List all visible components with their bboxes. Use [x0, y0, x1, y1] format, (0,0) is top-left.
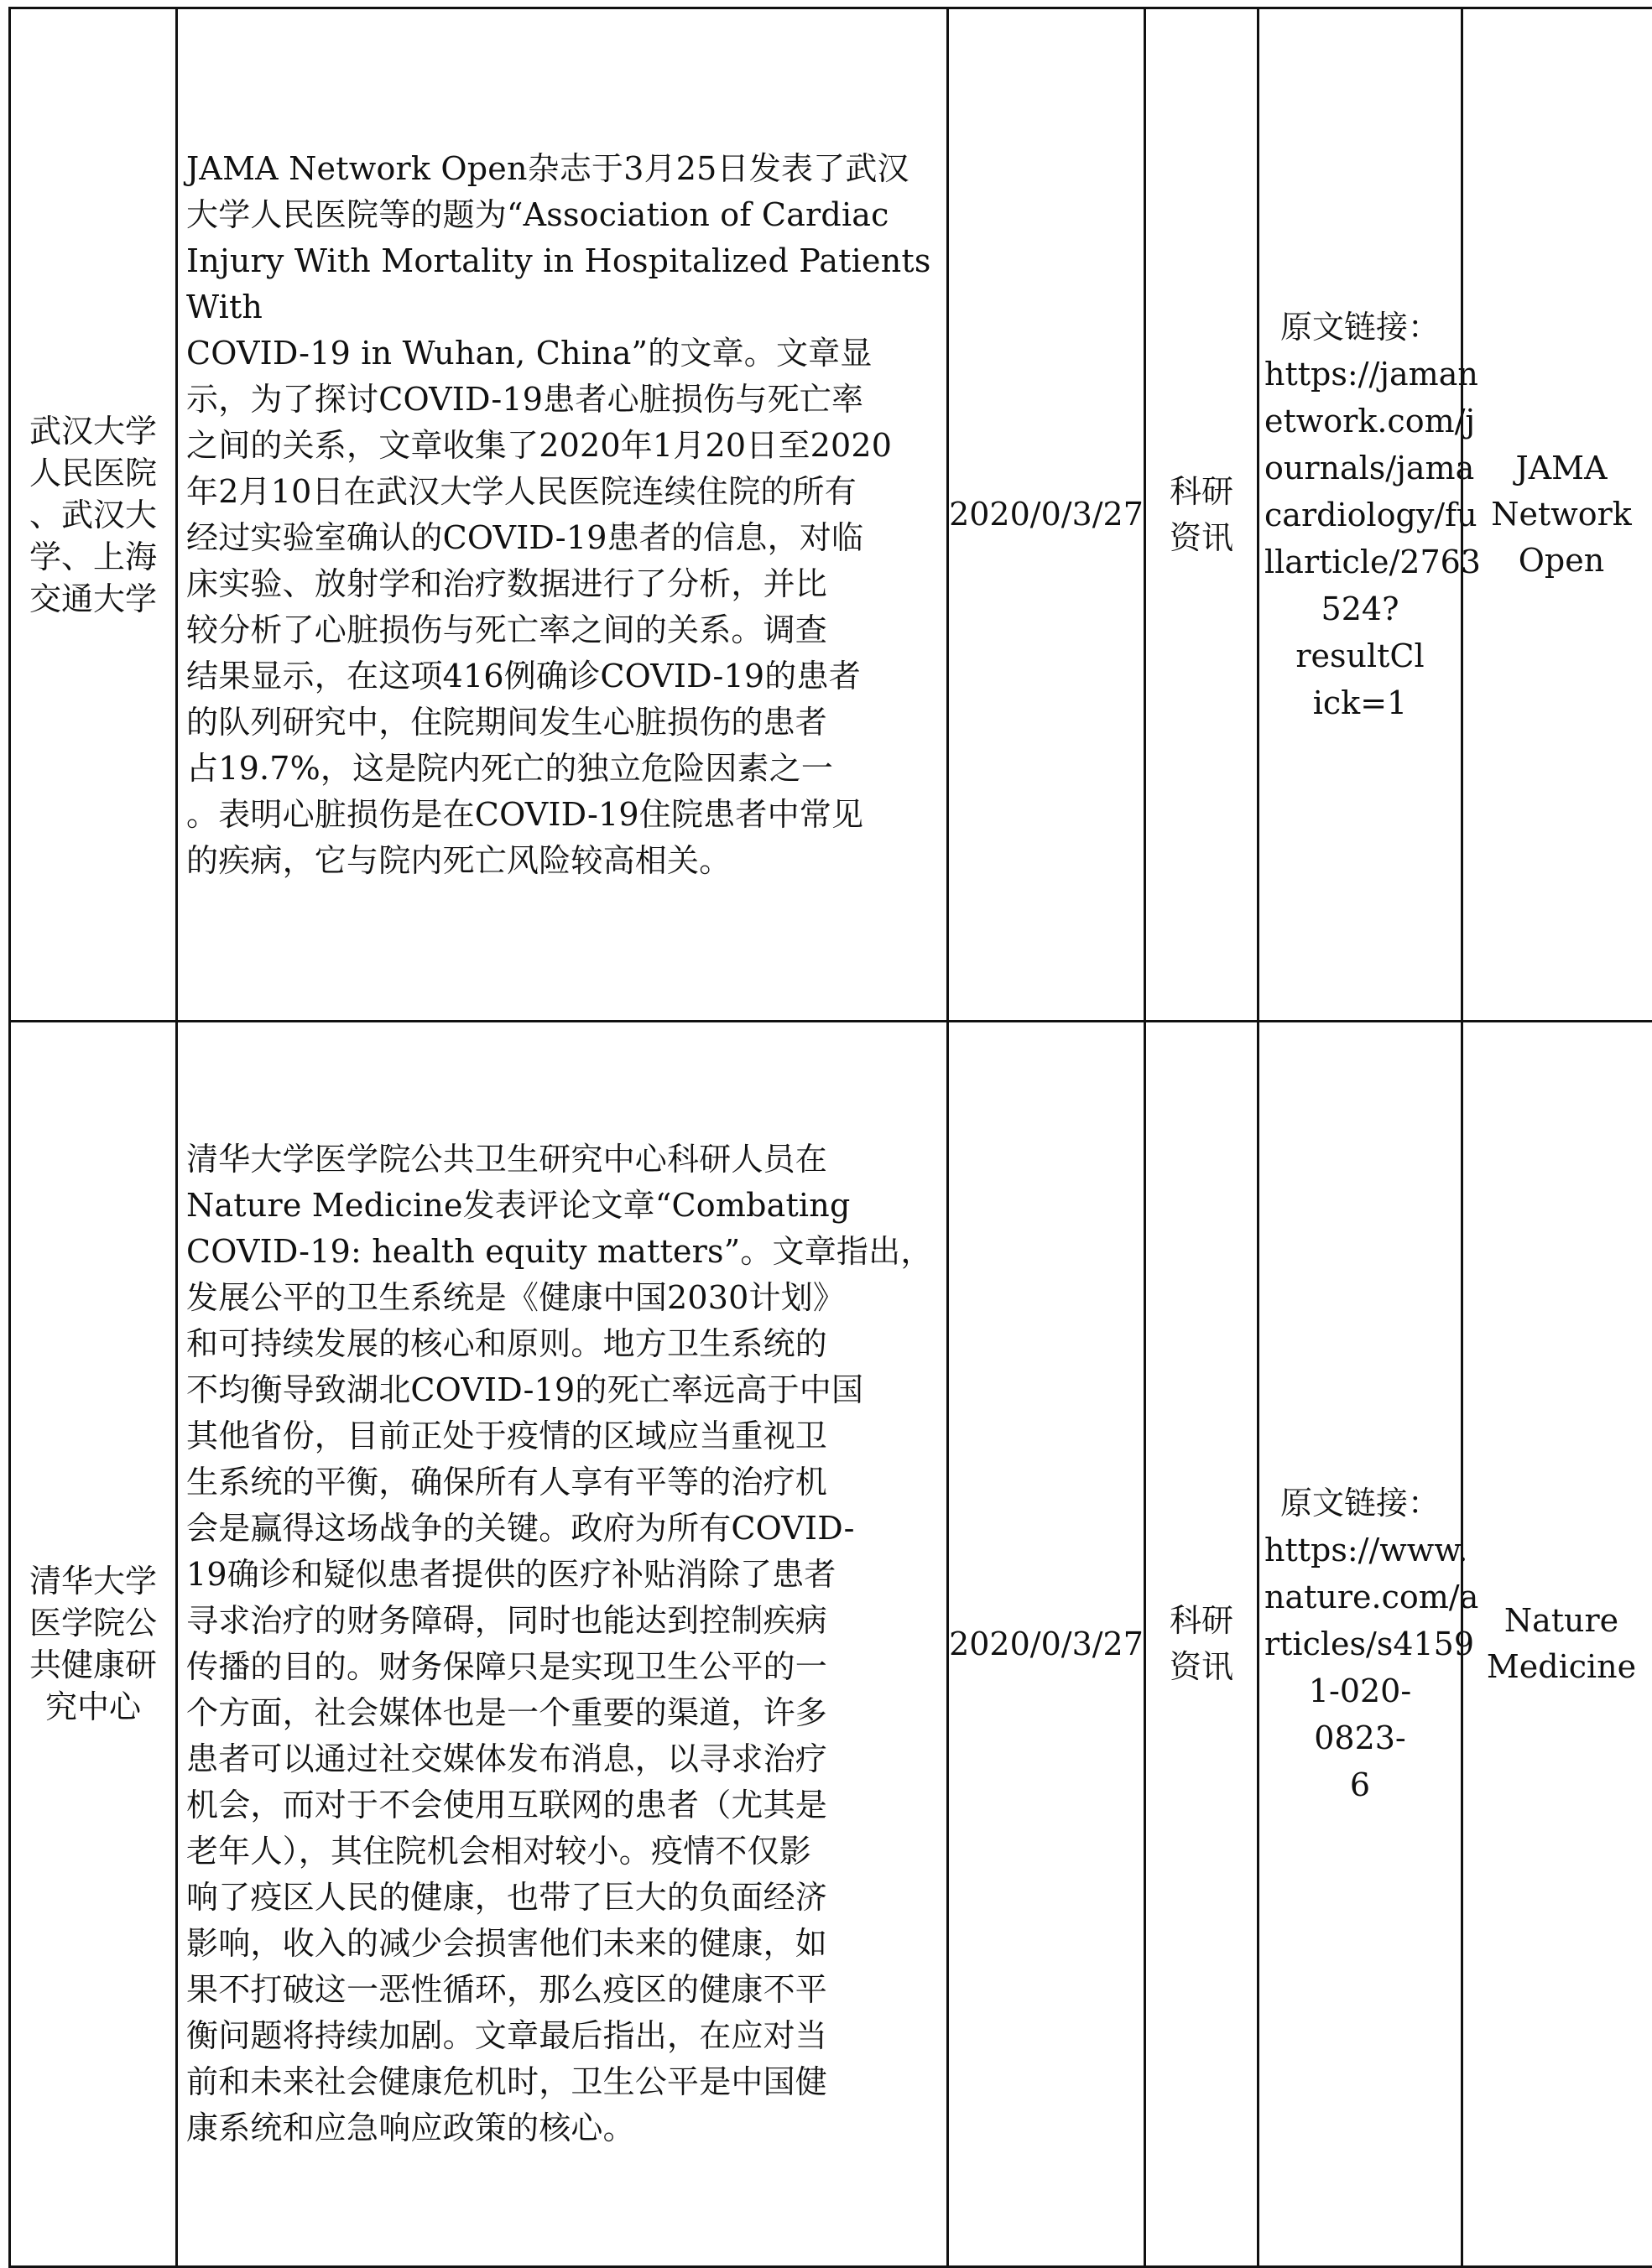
link-cell — [1259, 1022, 1462, 2267]
document-page — [8, 7, 1652, 2268]
summary-text: 清华大学医学院公共卫生研究中心科研人员在 Nature Medicine发表评论文章“Combating COVID-19: health equity matters”。文章指出， 发展公平的卫生系统是《健康中国2030计划》 和可持续发展的核心和原则。地方卫生系统的 不均衡导致湖北COVID-19的死亡率远高于中国 其他省份，目前正处于疫情的区域应当重视卫 生系统的平衡，确保所有人享有平等的治疗机 会是赢得这场战争的关键。政府为所有COVID- 19确诊和疑似患者提供的医疗补贴消除了患者 寻求治疗的财务障碍，同时也能达到控制疾病 传播的目的。财务保障只是实现卫生公平的一 个方面，社会媒体也是一个重要的渠道，许多 患者可以通过社交媒体发布消息，以寻求治疗 机会，而对于不会使用互联网的患者（尤其是 老年人），其住院机会相对较小。疫情不仅影 响了疫区人民的健康，也带了巨大的负面经济 影响，收入的减少会损害他们未来的健康，如 果不打破这一恶性循环，那么疫区的健康不平 衡问题将持续加剧。文章最后指出，在应对当 前和未来社会健康危机时，卫生公平是中国健 康系统和应急响应政策的核心。 — [178, 1137, 946, 2151]
category-text: 科研 资讯 — [1146, 469, 1257, 561]
news-table — [8, 7, 1652, 2268]
date-cell — [948, 1022, 1145, 2267]
date-cell — [948, 8, 1145, 1022]
date-text: 2020/0/3/27 — [949, 492, 1144, 538]
category-cell — [1145, 1022, 1259, 2267]
source-text: Nature Medicine — [1463, 1598, 1652, 1690]
institution-text: 清华大学 医学院公 共健康研 究中心 — [11, 1560, 175, 1728]
source-text: JAMA Network Open — [1463, 445, 1652, 584]
source-cell — [1462, 1022, 1652, 2267]
category-text: 科研 资讯 — [1146, 1598, 1257, 1690]
link-cell — [1259, 8, 1462, 1022]
table-row — [10, 8, 1652, 1022]
source-link[interactable]: 原文链接： https://jaman etwork.com/j ournals/jama cardiology/fu llarticle/2763 524?resultCl ick=1 — [1259, 304, 1461, 726]
summary-cell — [177, 1022, 948, 2267]
institution-text: 武汉大学 人民医院 、武汉大 学、上海 交通大学 — [11, 410, 175, 620]
source-link[interactable]: 原文链接： https://www. nature.com/a rticles/s4159 1-020-0823- 6 — [1259, 1480, 1461, 1808]
date-text: 2020/0/3/27 — [949, 1621, 1144, 1667]
category-cell — [1145, 8, 1259, 1022]
summary-text: JAMA Network Open杂志于3月25日发表了武汉 大学人民医院等的题为“Association of Cardiac Injury With Mortality in Hospitalized Patients With COVID-19 in Wuhan, China”的文章。文章显 示，为了探讨COVID-19患者心脏损伤与死亡率 之间的关系，文章收集了2020年1月20日至2020 年2月10日在武汉大学人民医院连续住院的所有 经过实验室确认的COVID-19患者的信息，对临 床实验、放射学和治疗数据进行了分析，并比 较分析了心脏损伤与死亡率之间的关系。调查 结果显示，在这项416例确诊COVID-19的患者 的队列研究中，住院期间发生心脏损伤的患者 占19.7%，这是院内死亡的独立危险因素之一 。表明心脏损伤是在COVID-19住院患者中常见 的疾病，它与院内死亡风险较高相关。 — [178, 146, 946, 884]
institution-cell — [10, 1022, 177, 2267]
summary-cell — [177, 8, 948, 1022]
source-cell — [1462, 8, 1652, 1022]
institution-cell — [10, 8, 177, 1022]
table-row — [10, 1022, 1652, 2267]
